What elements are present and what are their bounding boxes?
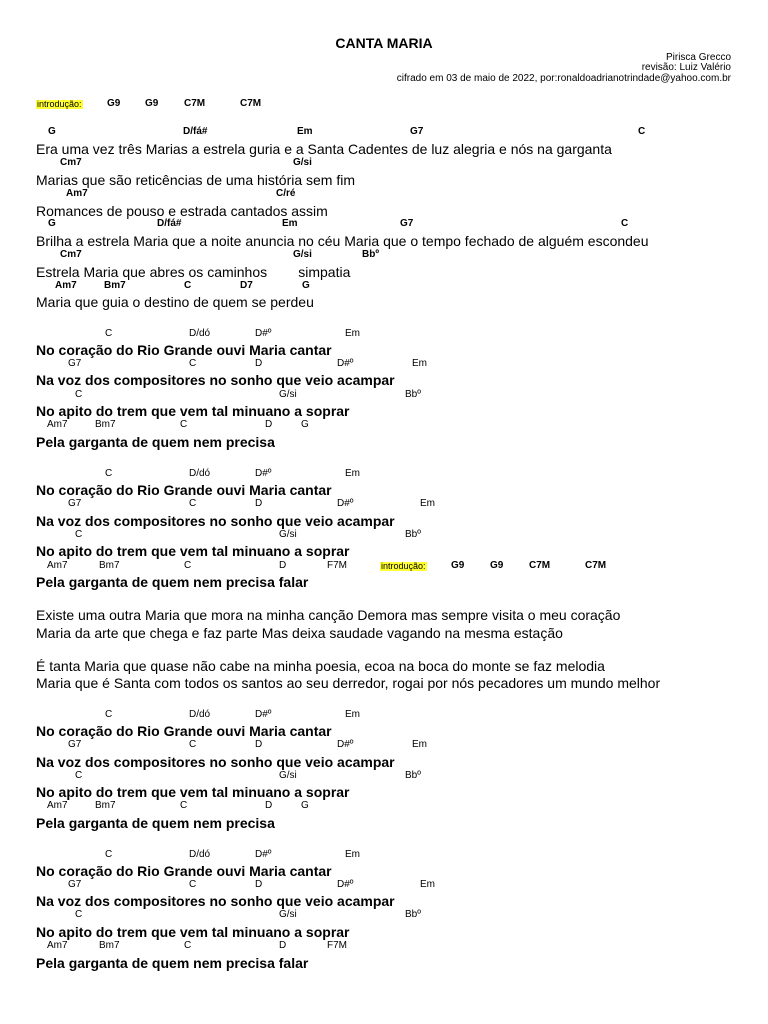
chord: D/dó: [189, 328, 211, 339]
chord: G/si: [279, 389, 297, 400]
chord: C: [75, 389, 83, 400]
lyric-text: Na voz dos compositores no sonho que veio acampar: [36, 513, 395, 529]
chord: Bm7: [99, 940, 120, 951]
chord: C: [180, 800, 188, 811]
chord: C: [105, 468, 113, 479]
chord: D#º: [255, 328, 272, 339]
lyric-text: Maria que é Santa com todos os santos ao seu derredor, rogai por nós pecadores um mundo melhor: [36, 675, 661, 691]
chord: D: [279, 560, 287, 571]
chord: Bm7: [95, 419, 116, 430]
chord: Bm7: [95, 800, 116, 811]
lyric-text: No coração do Rio Grande ouvi Maria cantar: [36, 482, 332, 498]
chord: C: [75, 909, 83, 920]
chord: D/fá#: [183, 126, 208, 137]
chord: G9: [490, 560, 504, 571]
lyric-line: [0, 676, 768, 694]
lyric-text: Pela garganta de quem nem precisa: [36, 815, 275, 831]
chord: G7: [68, 879, 82, 890]
song-title: CANTA MARIA: [335, 35, 433, 51]
lyric-text: Existe uma outra Maria que mora na minha canção Demora mas sempre visita o meu coração: [36, 607, 621, 623]
chord: Am7: [66, 188, 88, 199]
chord: Am7: [47, 800, 68, 811]
chord: F7M: [327, 560, 347, 571]
chord: G9: [107, 98, 121, 109]
chord: Bm7: [99, 560, 120, 571]
lyric-text: Pela garganta de quem nem precisa falar: [36, 574, 309, 590]
lyric-text: No coração do Rio Grande ouvi Maria cantar: [36, 342, 332, 358]
chord: Em: [345, 849, 360, 860]
chord: G/si: [293, 157, 312, 168]
chord: Em: [345, 709, 360, 720]
chord: D#º: [255, 849, 272, 860]
lyric-line: [0, 626, 768, 644]
lyric-text: É tanta Maria que quase não cabe na minha poesia, ecoa na boca do monte se faz melodia: [36, 658, 605, 674]
chord: C: [621, 218, 629, 229]
chord: C: [189, 498, 197, 509]
chord: G/si: [279, 529, 297, 540]
lyric-text: Romances de pouso e estrada cantados assim: [36, 203, 328, 219]
lyric-text: Maria que guia o destino de quem se perdeu: [36, 294, 314, 310]
chord: D: [255, 358, 263, 369]
chord: C7M: [184, 98, 206, 109]
chord: G7: [68, 498, 82, 509]
chord: Cm7: [60, 249, 82, 260]
chord: D#º: [255, 468, 272, 479]
chord: C7M: [585, 560, 607, 571]
chord: C: [184, 940, 192, 951]
chord: C7M: [240, 98, 262, 109]
lyric-line: [0, 373, 768, 391]
chord: Bbº: [405, 909, 421, 920]
chord: Am7: [47, 560, 68, 571]
chord: D#º: [337, 358, 354, 369]
chord: F7M: [327, 940, 347, 951]
chord: D#º: [337, 498, 354, 509]
chord: Bbº: [405, 770, 421, 781]
chord: D#º: [255, 709, 272, 720]
chord: Bbº: [362, 249, 379, 260]
lyric-text: Maria da arte que chega e faz parte Mas deixa saudade vagando na mesma estação: [36, 625, 563, 641]
chord: C: [638, 126, 646, 137]
chord: D#º: [337, 879, 354, 890]
chord: G9: [451, 560, 465, 571]
chord: G: [301, 800, 309, 811]
chord: C: [105, 328, 113, 339]
chord: Am7: [47, 940, 68, 951]
lyric-line: [0, 608, 768, 626]
chord: D: [265, 800, 273, 811]
chord: G9: [145, 98, 159, 109]
intro-label: introdução:: [37, 99, 82, 109]
lyric-line: [0, 435, 768, 453]
chord: D/fá#: [157, 218, 182, 229]
chord: D: [255, 739, 263, 750]
credit-line: cifrado em 03 de maio de 2022, por:ronaldoadrianotrindade@yahoo.com.br: [396, 73, 731, 84]
lyric-text: Marias que são reticências de uma história sem fim: [36, 172, 356, 188]
chord: Bbº: [405, 529, 421, 540]
chord: C: [75, 770, 83, 781]
lyric-text: Na voz dos compositores no sonho que veio acampar: [36, 754, 395, 770]
intro-label: introdução:: [381, 561, 426, 571]
chord: D/dó: [189, 849, 211, 860]
chord: G7: [410, 126, 424, 137]
chord: C7M: [529, 560, 551, 571]
chord: D: [255, 879, 263, 890]
chord: C: [184, 280, 192, 291]
chord: G: [302, 280, 310, 291]
chord: C: [180, 419, 188, 430]
chord: D: [265, 419, 273, 430]
chord: Bbº: [405, 389, 421, 400]
lyric-text: Era uma vez três Marias a estrela guria e a Santa Cadentes de luz alegria e nós na garganta: [36, 141, 612, 157]
lyric-line: [0, 575, 768, 593]
lyric-line: [0, 295, 768, 313]
chord: G: [48, 218, 56, 229]
chord: C: [75, 529, 83, 540]
lyric-text: No coração do Rio Grande ouvi Maria cantar: [36, 723, 332, 739]
chord: C: [189, 358, 197, 369]
chord: Em: [282, 218, 298, 229]
chord: D7: [240, 280, 253, 291]
chord: C: [105, 849, 113, 860]
lyric-text: Na voz dos compositores no sonho que veio acampar: [36, 372, 395, 388]
chord: C/ré: [276, 188, 296, 199]
chord: Bm7: [104, 280, 126, 291]
chord: G7: [68, 358, 82, 369]
chord: Cm7: [60, 157, 82, 168]
chord: D/dó: [189, 709, 211, 720]
lyric-text: Estrela Maria que abres os caminhos simpatia: [36, 264, 351, 280]
lyric-text: No coração do Rio Grande ouvi Maria cantar: [36, 863, 332, 879]
chord: D/dó: [189, 468, 211, 479]
chord: Em: [345, 468, 360, 479]
chord: Em: [420, 498, 435, 509]
chord: Em: [412, 358, 427, 369]
lyric-text: No apito do trem que vem tal minuano a soprar: [36, 784, 350, 800]
chord: Am7: [55, 280, 77, 291]
chord: D: [255, 498, 263, 509]
chord: G: [48, 126, 56, 137]
chord: C: [105, 709, 113, 720]
chord: G/si: [293, 249, 312, 260]
chord: Em: [345, 328, 360, 339]
chord: G7: [400, 218, 414, 229]
chord: Em: [420, 879, 435, 890]
chord: D#º: [337, 739, 354, 750]
chord: G: [301, 419, 309, 430]
lyric-text: Pela garganta de quem nem precisa: [36, 434, 275, 450]
lyric-line: [0, 956, 768, 974]
lyric-text: No apito do trem que vem tal minuano a soprar: [36, 543, 350, 559]
lyric-text: No apito do trem que vem tal minuano a soprar: [36, 403, 350, 419]
lyric-text: No apito do trem que vem tal minuano a soprar: [36, 924, 350, 940]
chord: D: [279, 940, 287, 951]
author: Pirisca Grecco: [665, 52, 731, 63]
chord: G7: [68, 739, 82, 750]
chord: Am7: [47, 419, 68, 430]
lyric-text: Na voz dos compositores no sonho que veio acampar: [36, 893, 395, 909]
lyric-text: Brilha a estrela Maria que a noite anuncia no céu Maria que o tempo fechado de alguém escondeu: [36, 233, 649, 249]
chord: C: [184, 560, 192, 571]
revision: revisão: Luiz Valério: [641, 62, 731, 73]
lyric-line: [0, 816, 768, 834]
chord: Em: [412, 739, 427, 750]
chord: C: [189, 739, 197, 750]
chord: Em: [297, 126, 313, 137]
chord: G/si: [279, 770, 297, 781]
chord: G/si: [279, 909, 297, 920]
lyric-text: Pela garganta de quem nem precisa falar: [36, 955, 309, 971]
intro-line: [0, 99, 768, 117]
chord: C: [189, 879, 197, 890]
